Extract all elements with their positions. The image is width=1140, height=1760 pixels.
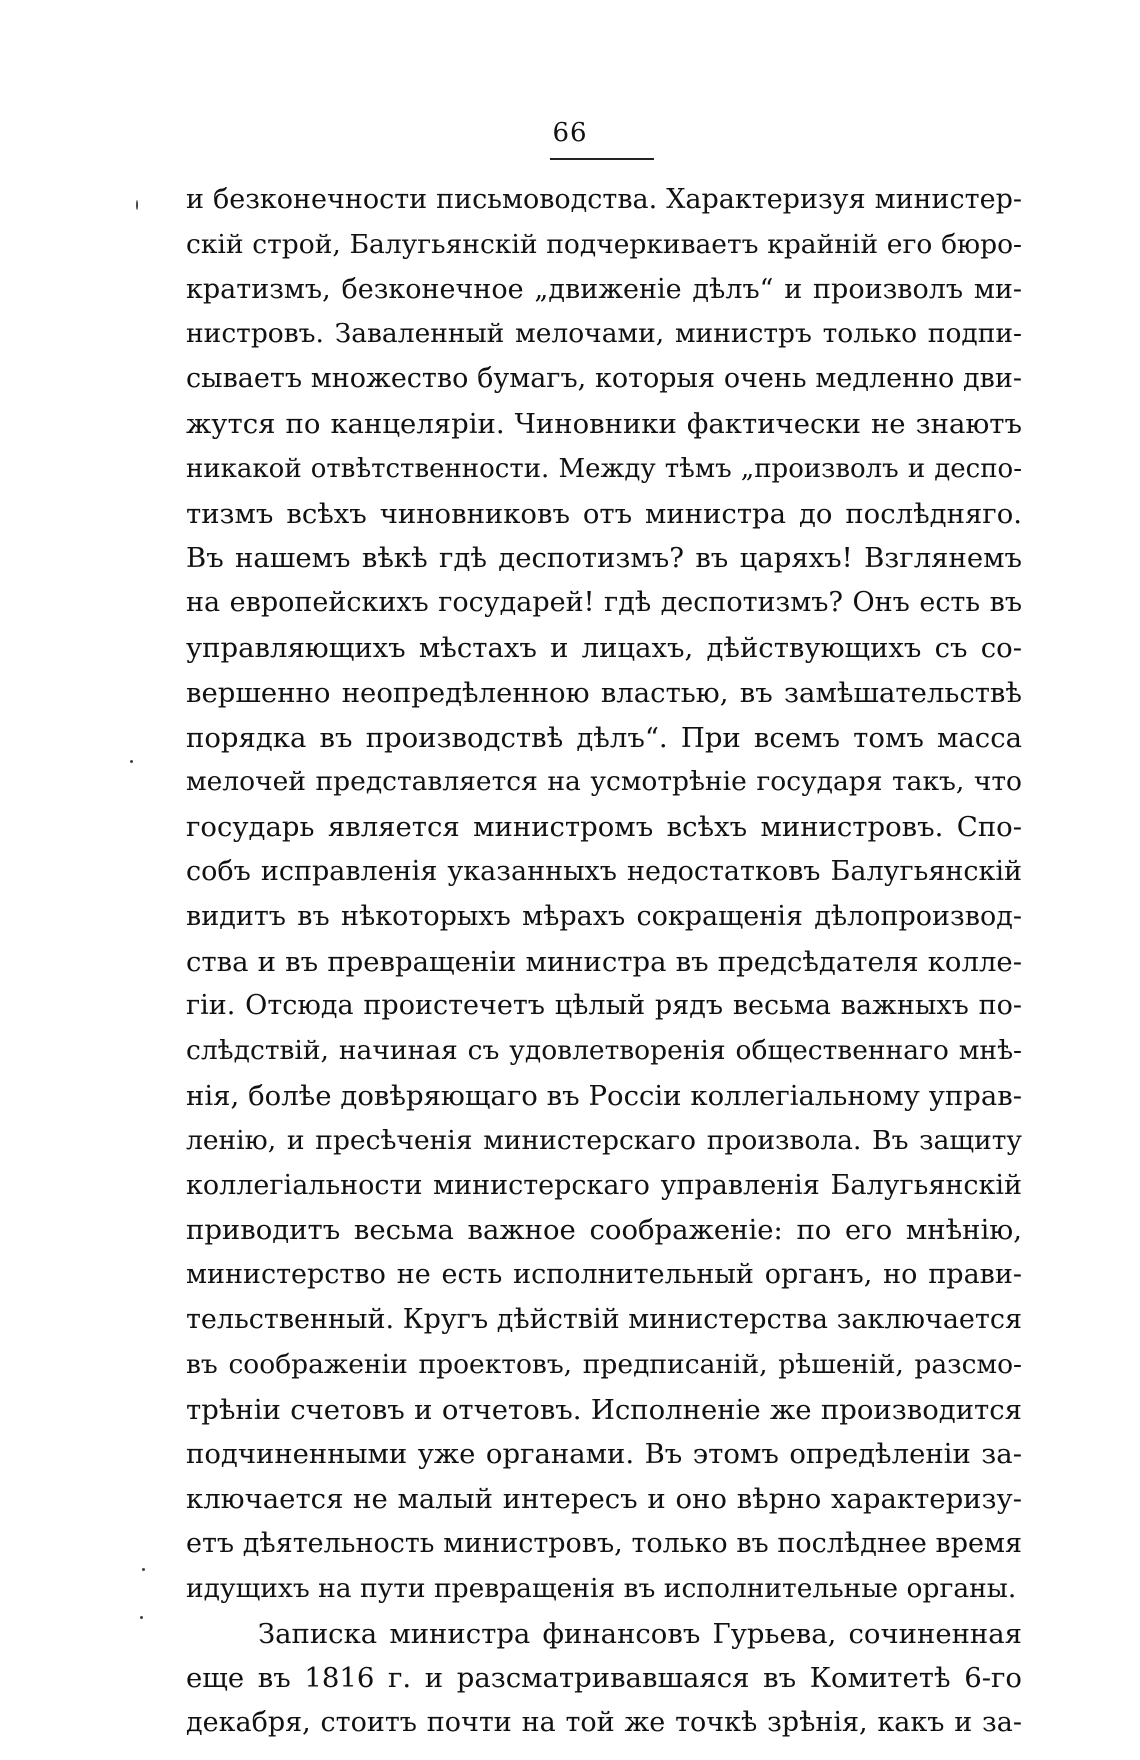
text-line: на европейскихъ государей! гдѣ деспотизмъ? Онъ есть въ <box>186 587 1022 619</box>
text-line: никакой отвѣтственности. Между тѣмъ „произволъ и деспо- <box>186 453 1022 484</box>
text-line: жутся по канцеляріи. Чиновники фактически не знаютъ <box>186 407 1022 440</box>
text-line: видитъ въ нѣкоторыхъ мѣрахъ сокращенія дѣлопроизвод- <box>186 900 1022 932</box>
text-line: государь является министромъ всѣхъ министровъ. Спо- <box>186 811 1022 844</box>
text-line: вершенно неопредѣленною властью, въ замѣшательствѣ <box>186 676 1022 709</box>
text-line: тельственный. Кругъ дѣйствій министерства заключается <box>186 1303 1022 1335</box>
text-line: собъ исправленія указанныхъ недостатковъ Балугьянскій <box>186 855 1022 887</box>
text-line: тизмъ всѣхъ чиновниковъ отъ министра до послѣдняго. <box>186 497 1022 530</box>
text-line: нія, болѣе довѣряющаго въ Россіи коллегіальному управ- <box>186 1079 1022 1112</box>
text-line: еще въ 1816 г. и разсматривавшаяся въ Комитетѣ 6-го <box>186 1662 1022 1695</box>
text-line: сываетъ множество бумагъ, которыя очень медленно дви- <box>186 363 1022 395</box>
text-line: министерство не есть исполнительный органъ, но прави- <box>186 1259 1022 1291</box>
text-line: трѣніи счетовъ и отчетовъ. Исполненіе же производится <box>186 1393 1022 1426</box>
page-number: 66 <box>552 118 588 148</box>
text-line: въ соображеніи проектовъ, предписаній, рѣшеній, разсмо- <box>186 1348 1022 1380</box>
text-line: мелочей представляется на усмотрѣніе государя такъ, что <box>186 766 1022 798</box>
text-line: и безконечности письмоводства. Характеризуя министер- <box>186 184 1022 215</box>
text-line: скій строй, Балугьянскій подчеркиваетъ крайній его бюро- <box>186 228 1022 260</box>
text-line: декабря, стоитъ почти на той же точкѣ зрѣнія, какъ и за- <box>186 1707 1022 1739</box>
text-line: етъ дѣятельность министровъ, только въ послѣднее время <box>186 1527 1022 1559</box>
page-number-rule <box>550 158 654 160</box>
text-line: Записка министра финансовъ Гурьева, сочиненная <box>258 1617 1022 1650</box>
text-line: порядка въ производствѣ дѣлъ“. При всемъ томъ масса <box>186 721 1022 754</box>
text-line: нистровъ. Заваленный мелочами, министръ только подпи- <box>186 318 1022 350</box>
text-line: ленію, и пресѣченія министерскаго произвола. Въ защиту <box>186 1124 1022 1156</box>
margin-speck <box>136 200 138 210</box>
margin-speck <box>142 1568 145 1571</box>
body-text <box>186 178 1022 1746</box>
margin-speck <box>140 1616 143 1619</box>
text-line: Въ нашемъ вѣкѣ гдѣ деспотизмъ? въ царяхъ! Взглянемъ <box>186 542 1022 575</box>
text-line: гіи. Отсюда проистечетъ цѣлый рядъ весьма важныхъ по- <box>186 990 1022 1022</box>
text-line: слѣдствій, начиная съ удовлетворенія общественнаго мнѣ- <box>186 1035 1022 1067</box>
text-line: приводитъ весьма важное соображеніе: по его мнѣнію, <box>186 1214 1022 1247</box>
text-line: коллегіальности министерскаго управленія Балугьянскій <box>186 1169 1022 1201</box>
margin-speck <box>130 760 133 763</box>
text-line: идущихъ на пути превращенія въ исполнительные органы. <box>186 1572 1017 1604</box>
text-line: управляющихъ мѣстахъ и лицахъ, дѣйствующихъ съ со- <box>186 631 1022 664</box>
text-line: кратизмъ, безконечное „движеніе дѣлъ“ и произволъ ми- <box>186 273 1022 305</box>
text-line: ключается не малый интересъ и оно вѣрно характеризу- <box>186 1483 1022 1516</box>
text-line: ства и въ превращеніи министра въ предсѣдателя колле- <box>186 945 1022 978</box>
text-line: подчиненными уже органами. Въ этомъ опредѣленіи за- <box>186 1438 1022 1471</box>
